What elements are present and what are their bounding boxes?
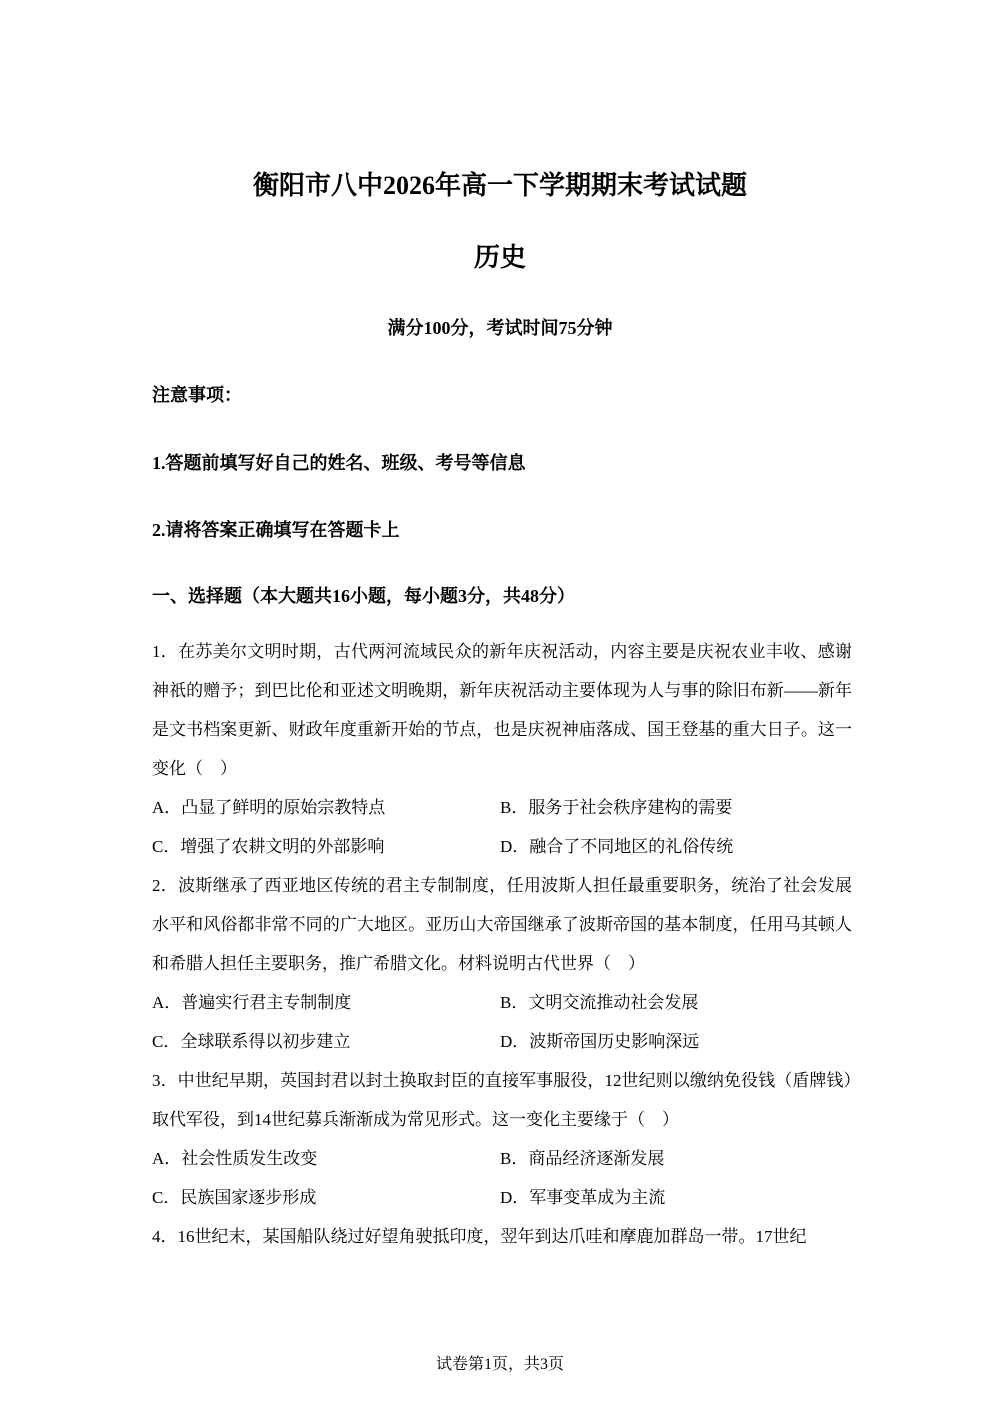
- section-heading: 一、选择题（本大题共16小题，每小题3分，共48分）: [152, 586, 575, 606]
- question-stem: 3．中世纪早期，英国封君以封土换取封臣的直接军事服役，12世纪则以缴纳免役钱（盾牌钱）取代军役，到14世纪募兵渐渐成为常见形式。这一变化主要缘于（ ）: [152, 1071, 852, 1129]
- score-time-info: 满分100分，考试时间75分钟: [387, 318, 613, 338]
- question-stem: 2．波斯继承了西亚地区传统的君主专制制度，任用波斯人担任最重要职务，统治了社会发展水平和风俗都非常不同的广大地区。亚历山大帝国继承了波斯帝国的基本制度，任用马其顿人和希腊人担任主要职务，推广希腊文化。材料说明古代世界（ ）: [152, 876, 852, 973]
- option-c: C．全球联系得以初步建立: [152, 1032, 351, 1051]
- notice-item-2: 2.请将答案正确填写在答题卡上: [152, 520, 400, 540]
- exam-title: 衡阳市八中2026年高一下学期期末考试试题: [252, 171, 747, 200]
- option-d: D．波斯帝国历史影响深远: [500, 1032, 700, 1051]
- notice-item-1: 1.答题前填写好自己的姓名、班级、考号等信息: [152, 453, 526, 473]
- option-row: [152, 1022, 852, 1061]
- question-3: [152, 1061, 852, 1217]
- option-row: [152, 827, 852, 866]
- question-4: [152, 1217, 852, 1256]
- option-b: B．文明交流推动社会发展: [500, 993, 699, 1012]
- page-footer: 试卷第1页，共3页: [435, 1356, 564, 1373]
- option-row: [152, 788, 852, 827]
- option-row: [152, 1139, 852, 1178]
- question-1: [152, 632, 852, 866]
- option-row: [152, 983, 852, 1022]
- option-row: [152, 1178, 852, 1217]
- option-d: D．军事变革成为主流: [500, 1188, 666, 1207]
- option-b: B．商品经济逐渐发展: [500, 1149, 665, 1168]
- option-a: A．社会性质发生改变: [152, 1149, 318, 1168]
- question-stem: 1．在苏美尔文明时期，古代两河流域民众的新年庆祝活动，内容主要是庆祝农业丰收、感谢神祇的赠予；到巴比伦和亚述文明晚期，新年庆祝活动主要体现为人与事的除旧布新——新年是文书档案更新、财政年度重新开始的节点，也是庆祝神庙落成、国王登基的重大日子。这一变化（ ）: [152, 642, 852, 778]
- question-stem: 4．16世纪末，某国船队绕过好望角驶抵印度，翌年到达爪哇和摩鹿加群岛一带。17世纪: [152, 1227, 807, 1246]
- subject-title: 历史: [473, 243, 526, 272]
- option-d: D．融合了不同地区的礼俗传统: [500, 837, 734, 856]
- question-2: [152, 866, 852, 1061]
- option-c: C．增强了农耕文明的外部影响: [152, 837, 385, 856]
- question-list: [152, 632, 852, 1256]
- option-b: B．服务于社会秩序建构的需要: [500, 798, 733, 817]
- option-a: A．凸显了鲜明的原始宗教特点: [152, 798, 386, 817]
- option-a: A．普遍实行君主专制制度: [152, 993, 352, 1012]
- option-c: C．民族国家逐步形成: [152, 1188, 317, 1207]
- notice-heading: 注意事项：: [152, 385, 242, 405]
